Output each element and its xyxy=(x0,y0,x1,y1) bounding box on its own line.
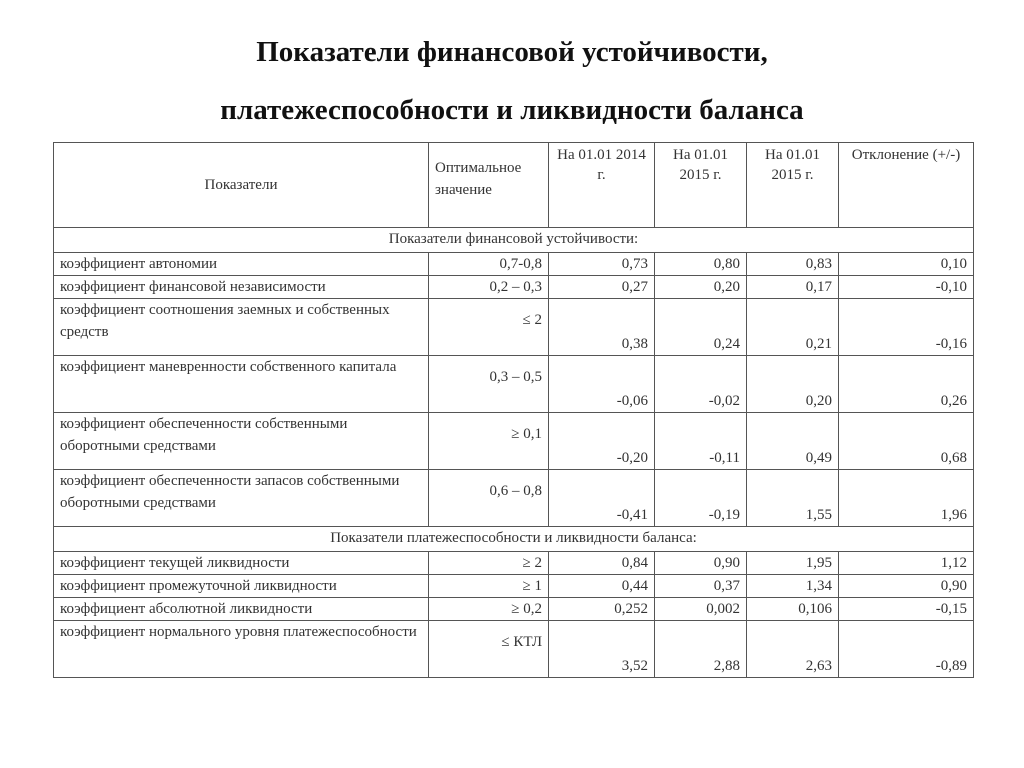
table-row xyxy=(54,413,974,470)
table-row xyxy=(54,598,974,621)
optimal-value-cell: 0,7-0,8 xyxy=(429,253,549,276)
value-2014-cell: 0,38 xyxy=(549,299,655,356)
indicator-name-cell: коэффициент автономии xyxy=(54,253,429,276)
table-row xyxy=(54,621,974,678)
indicator-name-cell: коэффициент маневренности собственного капитала xyxy=(54,356,429,413)
table-row xyxy=(54,470,974,527)
deviation-cell: 0,68 xyxy=(839,413,974,470)
value-2015a-cell: -0,19 xyxy=(655,470,747,527)
value-2015b-cell: 1,95 xyxy=(747,552,839,575)
indicator-name-cell: коэффициент обеспеченности запасов собственными оборотными средствами xyxy=(54,470,429,527)
value-2014-cell: 0,27 xyxy=(549,276,655,299)
optimal-value-cell: 0,2 – 0,3 xyxy=(429,276,549,299)
page-title: Показатели финансовой устойчивости, xyxy=(256,36,768,68)
value-2015a-cell: 0,37 xyxy=(655,575,747,598)
indicators-table xyxy=(53,142,974,678)
optimal-value-cell: 0,3 – 0,5 xyxy=(429,356,549,413)
deviation-cell: 0,10 xyxy=(839,253,974,276)
value-2015b-cell: 0,83 xyxy=(747,253,839,276)
indicator-name-cell: коэффициент соотношения заемных и собственных средств xyxy=(54,299,429,356)
table-row xyxy=(54,575,974,598)
indicator-name-cell: коэффициент промежуточной ликвидности xyxy=(54,575,429,598)
value-2015b-cell: 0,106 xyxy=(747,598,839,621)
section-title: Показатели финансовой устойчивости: xyxy=(54,228,974,253)
value-2014-cell: 0,44 xyxy=(549,575,655,598)
value-2015b-cell: 0,17 xyxy=(747,276,839,299)
column-header-indicator: Показатели xyxy=(54,143,429,228)
value-2015a-cell: 0,002 xyxy=(655,598,747,621)
table-row xyxy=(54,276,974,299)
table-header-row xyxy=(54,143,974,228)
optimal-value-cell: ≤ КТЛ xyxy=(429,621,549,678)
value-2015a-cell: 2,88 xyxy=(655,621,747,678)
value-2015a-cell: -0,02 xyxy=(655,356,747,413)
value-2014-cell: -0,20 xyxy=(549,413,655,470)
column-header-2014: На 01.01 2014 г. xyxy=(549,143,655,228)
indicator-name-cell: коэффициент текущей ликвидности xyxy=(54,552,429,575)
deviation-cell: -0,89 xyxy=(839,621,974,678)
table-row xyxy=(54,253,974,276)
optimal-value-cell: ≥ 0,2 xyxy=(429,598,549,621)
optimal-value-cell: ≤ 2 xyxy=(429,299,549,356)
value-2014-cell: 0,84 xyxy=(549,552,655,575)
optimal-value-cell: 0,6 – 0,8 xyxy=(429,470,549,527)
deviation-cell: -0,10 xyxy=(839,276,974,299)
deviation-cell: 1,96 xyxy=(839,470,974,527)
value-2015b-cell: 0,49 xyxy=(747,413,839,470)
deviation-cell: 1,12 xyxy=(839,552,974,575)
value-2015b-cell: 0,20 xyxy=(747,356,839,413)
value-2014-cell: 0,73 xyxy=(549,253,655,276)
column-header-2015a: На 01.01 2015 г. xyxy=(655,143,747,228)
column-header-deviation: Отклонение (+/-) xyxy=(839,143,974,228)
section-row xyxy=(54,527,974,552)
value-2015a-cell: 0,24 xyxy=(655,299,747,356)
value-2015a-cell: 0,80 xyxy=(655,253,747,276)
optimal-value-cell: ≥ 0,1 xyxy=(429,413,549,470)
column-header-2015b: На 01.01 2015 г. xyxy=(747,143,839,228)
deviation-cell: 0,90 xyxy=(839,575,974,598)
value-2014-cell: -0,06 xyxy=(549,356,655,413)
table-row xyxy=(54,552,974,575)
value-2015b-cell: 0,21 xyxy=(747,299,839,356)
table-row xyxy=(54,356,974,413)
value-2015b-cell: 1,34 xyxy=(747,575,839,598)
optimal-value-cell: ≥ 2 xyxy=(429,552,549,575)
indicator-name-cell: коэффициент финансовой независимости xyxy=(54,276,429,299)
section-title: Показатели платежеспособности и ликвидности баланса: xyxy=(54,527,974,552)
value-2015b-cell: 2,63 xyxy=(747,621,839,678)
optimal-value-cell: ≥ 1 xyxy=(429,575,549,598)
value-2015a-cell: 0,20 xyxy=(655,276,747,299)
section-row xyxy=(54,228,974,253)
deviation-cell: 0,26 xyxy=(839,356,974,413)
indicator-name-cell: коэффициент нормального уровня платежеспособности xyxy=(54,621,429,678)
column-header-optimal: Оптимальное значение xyxy=(429,143,549,228)
indicator-name-cell: коэффициент абсолютной ликвидности xyxy=(54,598,429,621)
value-2014-cell: 0,252 xyxy=(549,598,655,621)
table-row xyxy=(54,299,974,356)
page-subtitle: платежеспособности и ликвидности баланса xyxy=(220,94,804,126)
value-2015a-cell: -0,11 xyxy=(655,413,747,470)
value-2014-cell: -0,41 xyxy=(549,470,655,527)
deviation-cell: -0,16 xyxy=(839,299,974,356)
value-2014-cell: 3,52 xyxy=(549,621,655,678)
value-2015a-cell: 0,90 xyxy=(655,552,747,575)
table-body xyxy=(54,143,974,678)
indicator-name-cell: коэффициент обеспеченности собственными оборотными средствами xyxy=(54,413,429,470)
deviation-cell: -0,15 xyxy=(839,598,974,621)
value-2015b-cell: 1,55 xyxy=(747,470,839,527)
